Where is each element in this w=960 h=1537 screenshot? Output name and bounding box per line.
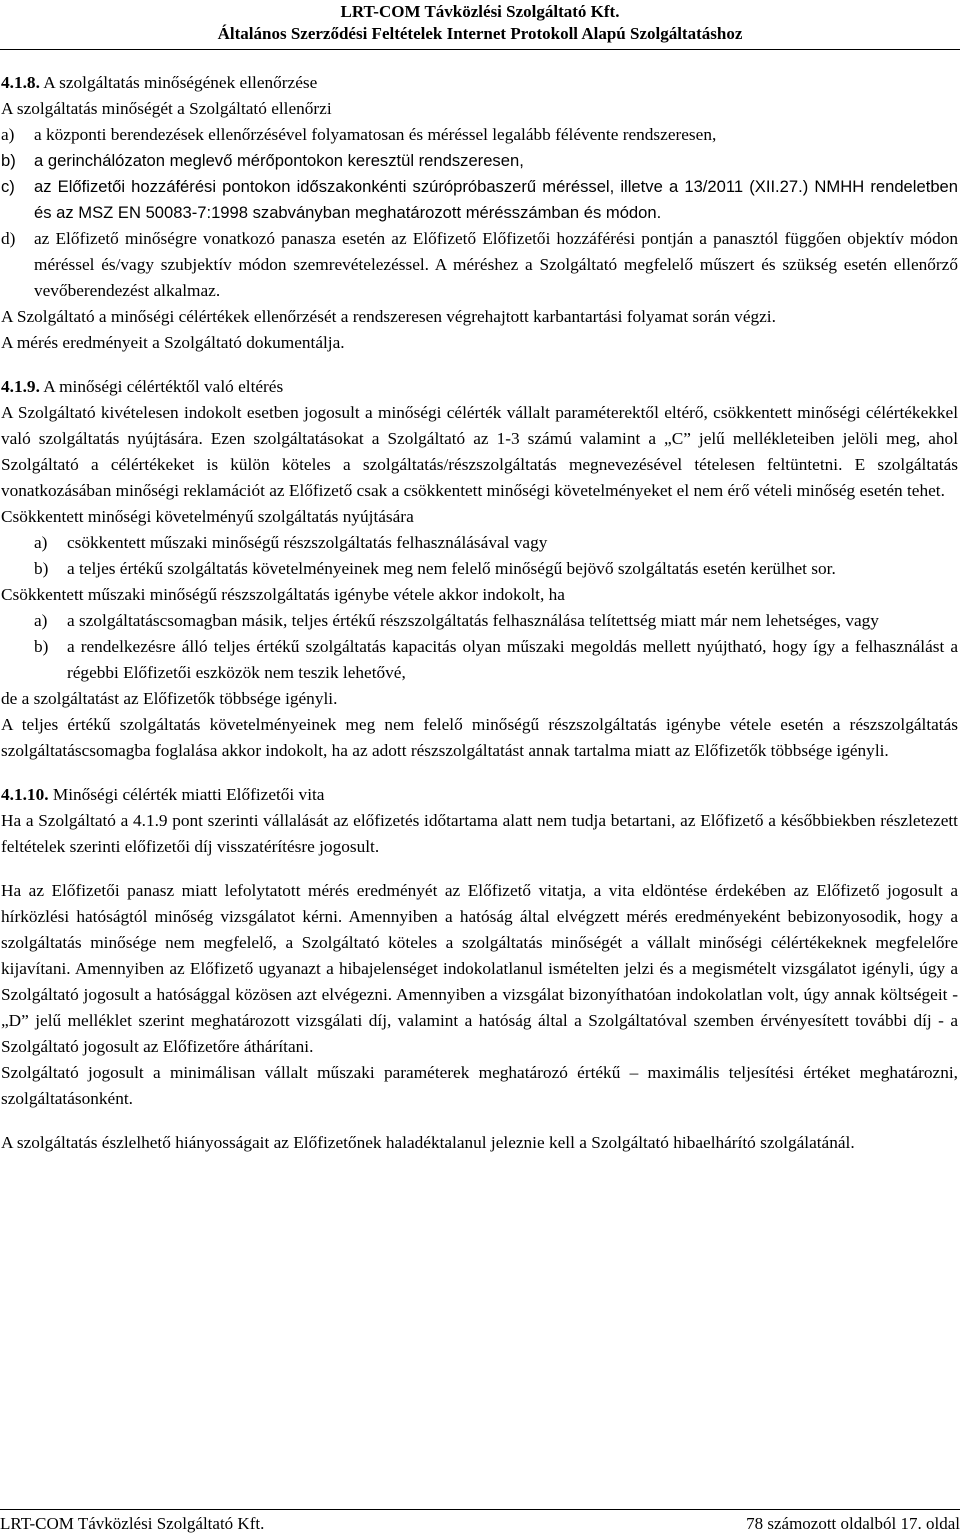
- paragraph: A Szolgáltató kivételesen indokolt esetben jogosult a minőségi célérték vállalt paraméterektől eltérő, csökkentett minőségi célértékekkel való szolgáltatás nyújtására. Ezen szolgáltatásokat a Szolgáltató az 1-3 számú valamint a „C” jelű mellékleteiben jelöli meg, ahol Szolgáltató a célértékeket is külön köteles a szolgáltatás/részszolgáltatás megnevezésével tételesen feltüntetni. E szolgáltatás vonatkozásában minőségi reklamációt az Előfizető csak a csökkentett minőségi követelményeket el nem érő vételi minőség esetén tehet.: [1, 403, 958, 500]
- section-4-1-10-heading: [1, 782, 958, 808]
- paragraph: de a szolgáltatást az Előfizetők többsége igényli.: [1, 689, 338, 708]
- list-item: d) az Előfizető minőségre vonatkozó panasza esetén az Előfizető Előfizetői hozzáférési pontján a panasztól függően objektív módon méréssel és/vagy szubjektív módon szemrevételezéssel. A méréshez a Szolgáltató megfelelő műszert és szükség esetén ellenőrző vevőberendezést alkalmaz.: [1, 229, 958, 300]
- list-item: b) a gerinchálózaton meglevő mérőpontokon keresztül rendszeresen,: [1, 151, 524, 170]
- section-title: A szolgáltatás minőségének ellenőrzése: [39, 73, 318, 92]
- paragraph: A Szolgáltató a minőségi célértékek ellenőrzését a rendszeresen végrehajtott karbantartási folyamat során végzi.: [1, 307, 776, 326]
- paragraph: A szolgáltatás minőségét a Szolgáltató ellenőrzi: [1, 99, 332, 118]
- page-header: [0, 1, 960, 45]
- paragraph: A teljes értékű szolgáltatás követelményeinek meg nem felelő minőségű részszolgáltatás igénybe vétele esetén a részszolgáltatás szolgáltatáscsomagba foglalása akkor indokolt, ha az adott részszolgáltatást annak tartalma miatt az Előfizetők többsége igényli.: [1, 715, 958, 760]
- paragraph: A mérés eredményeit a Szolgáltató dokumentálja.: [1, 333, 345, 352]
- list-item: a) a szolgáltatáscsomagban másik, teljes értékű részszolgáltatás felhasználása telítettség miatt már nem lehetséges, vagy: [34, 611, 879, 630]
- section-4-1-9-heading: [1, 374, 958, 400]
- paragraph: A szolgáltatás észlelhető hiányosságait az Előfizetőnek haladéktalanul jeleznie kell a Szolgáltató hibaelhárító szolgálatánál.: [1, 1133, 855, 1152]
- section-title: Minőségi célérték miatti Előfizetői vita: [48, 785, 325, 804]
- list-item: c) az Előfizetői hozzáférési pontokon időszakonkénti szúrópróbaszerű méréssel, illetve a 13/2011 (XII.27.) NMHH rendeletben és az MSZ EN 50083-7:1998 szabványban meghatározott mérésszámban és módon.: [1, 177, 958, 222]
- page-content: [1, 70, 958, 1156]
- footer-rule: [0, 1509, 960, 1510]
- paragraph: Csökkentett műszaki minőségű részszolgáltatás igénybe vétele akkor indokolt, ha: [1, 585, 565, 604]
- paragraph: Ha az Előfizetői panasz miatt lefolytatott mérés eredményét az Előfizető vitatja, a vita eldöntése érdekében az Előfizető jogosult a hírközlési hatóságtól minőség vizsgálatot kérni. Amennyiben a hatóság által elvégzett mérés eredményeként bebizonyosodik, hogy a szolgáltatás minősége nem megfelelő, a Szolgáltató köteles a szolgáltatás minőségét a vállalt minőségi célértékeknek megfelelőre kijavítani. Amennyiben az Előfizető ugyanazt a hibajelenséget indokolatlanul ismételten jelzi és a megismételt vizsgálatot igényli, úgy a Szolgáltató jogosult a hatósággal közösen azt elvégezni. Amennyiben a vizsgálat bizonyíthatóan indokolatlan volt, úgy annak költségeit - „D” jelű melléklet szerint meghatározott vizsgálati díj, valamint a hatóság által a Szolgáltatóval szemben érvényesített további díj - a Szolgáltató jogosult az Előfizetőre áthárítani.: [1, 881, 958, 1056]
- section-number: 4.1.8.: [1, 73, 40, 92]
- header-company: LRT-COM Távközlési Szolgáltató Kft.: [340, 2, 620, 21]
- page-footer: [0, 1512, 960, 1536]
- paragraph: Szolgáltató jogosult a minimálisan vállalt műszaki paraméterek meghatározó értékű – maximális teljesítési értéket meghatározni, szolgáltatásonként.: [1, 1063, 958, 1108]
- list-item: a) a központi berendezések ellenőrzésével folyamatosan és méréssel legalább félévente rendszeresen,: [1, 125, 717, 144]
- paragraph: Csökkentett minőségi követelményű szolgáltatás nyújtására: [1, 507, 414, 526]
- list-item: b) a rendelkezésre álló teljes értékű szolgáltatás kapacitás olyan műszaki megoldás mellett nyújtható, hogy így a felhasználást a régebbi Előfizetői eszközök nem teszik lehetővé,: [34, 637, 958, 682]
- section-number: 4.1.10.: [1, 785, 49, 804]
- section-4-1-8-heading: [1, 70, 958, 96]
- paragraph: Ha a Szolgáltató a 4.1.9 pont szerinti vállalását az előfizetés időtartama alatt nem tudja betartani, az Előfizető a későbbiekben részletezett feltételek szerinti előfizetői díj visszatérítésre jogosult.: [1, 811, 958, 856]
- header-title: Általános Szerződési Feltételek Internet Protokoll Alapú Szolgáltatáshoz: [217, 24, 743, 43]
- list-item: a) csökkentett műszaki minőségű részszolgáltatás felhasználásával vagy: [34, 533, 548, 552]
- footer-page-number: 78 számozott oldalból 17. oldal: [746, 1514, 960, 1533]
- section-number: 4.1.9.: [1, 377, 40, 396]
- footer-company: LRT-COM Távközlési Szolgáltató Kft.: [0, 1514, 265, 1533]
- header-rule: [0, 49, 960, 50]
- section-title: A minőségi célértéktől való eltérés: [39, 377, 284, 396]
- list-item: b) a teljes értékű szolgáltatás követelményeinek meg nem felelő minőségű bejövő szolgáltatás esetén kerülhet sor.: [34, 559, 836, 578]
